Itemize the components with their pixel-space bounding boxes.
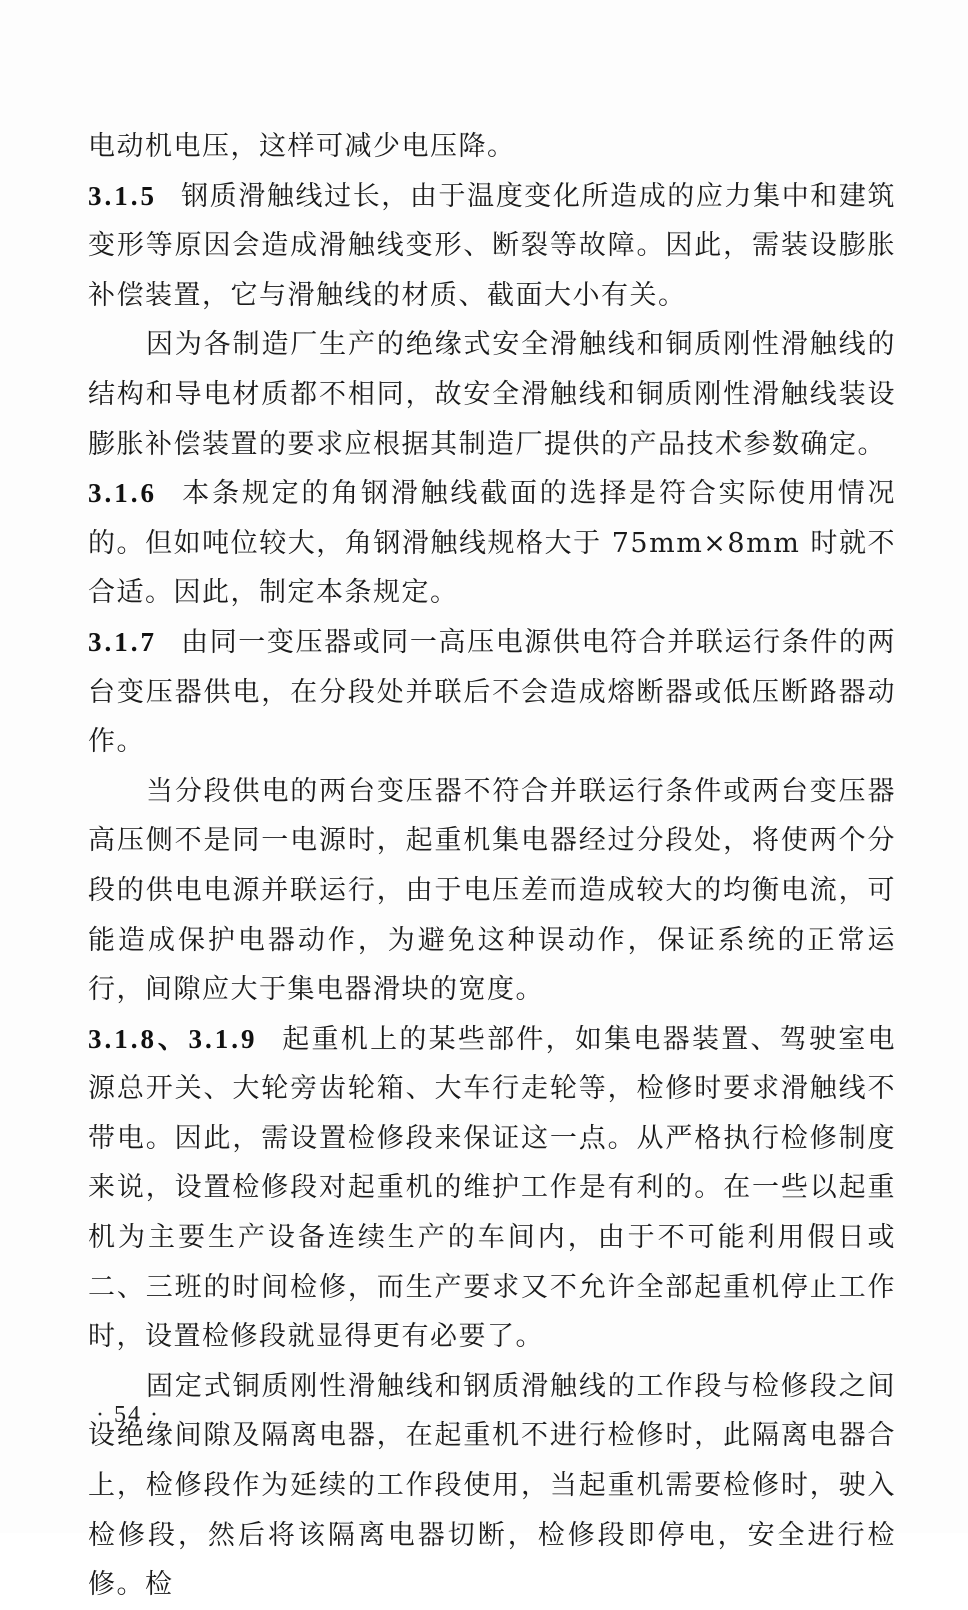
clause-number: 3.1.8、3.1.9 [88, 1023, 258, 1054]
paragraph-text: 由同一变压器或同一高压电源供电符合并联运行条件的两台变压器供电，在分段处并联后不会造成熔断器或低压断路器动作。 [88, 626, 896, 758]
paragraph-text: 当分段供电的两台变压器不符合并联运行条件或两台变压器高压侧不是同一电源时，起重机集电器经过分段处，将使两个分段的供电电源并联运行，由于电压差而造成较大的均衡电流，可能造成保护电器动作，为避免这种误动作，保证系统的正常运行，间隙应大于集电器滑块的宽度。 [88, 775, 896, 1006]
paragraph-3-1-9-note [88, 1362, 896, 1610]
paragraph-text: 本条规定的角钢滑触线截面的选择是符合实际使用情况的。但如吨位较大，角钢滑触线规格大于 75mm×8mm 时就不合适。因此，制定本条规定。 [88, 478, 896, 609]
clause-number: 3.1.7 [88, 626, 157, 657]
paragraph-continuation [88, 122, 896, 172]
clause-number: 3.1.6 [88, 478, 157, 509]
clause-number: 3.1.5 [88, 180, 157, 211]
paragraph-text: 钢质滑触线过长，由于温度变化所造成的应力集中和建筑变形等原因会造成滑触线变形、断裂等故障。因此，需装设膨胀补偿装置，它与滑触线的材质、截面大小有关。 [88, 180, 896, 311]
paragraph-text: 起重机上的某些部件，如集电器装置、驾驶室电源总开关、大轮旁齿轮箱、大车行走轮等，检修时要求滑触线不带电。因此，需设置检修段来保证这一点。从严格执行检修制度来说，设置检修段对起重机的维护工作是有利的。在一些以起重机为主要生产设备连续生产的车间内，由于不可能利用假日或二、三班的时间检修，而生产要求又不允许全部起重机停止工作时，设置检修段就显得更有必要了。 [88, 1023, 897, 1353]
clause-3-1-6 [88, 469, 896, 618]
paragraph-text: 电动机电压，这样可减少电压降。 [88, 131, 516, 162]
page-number: · 54 · [96, 1402, 160, 1428]
clause-3-1-8-3-1-9 [88, 1015, 896, 1362]
clause-3-1-5 [88, 172, 896, 321]
paragraph-text: 固定式铜质刚性滑触线和钢质滑触线的工作段与检修段之间设绝缘间隙及隔离电器，在起重机不进行检修时，此隔离电器合上，检修段作为延续的工作段使用，当起重机需要检修时，驶入检修段，然后将该隔离电器切断，检修段即停电，安全进行检修。检 [88, 1370, 896, 1601]
paragraph-3-1-7-note [88, 767, 896, 1015]
body-text [88, 122, 896, 1610]
clause-3-1-7 [88, 618, 896, 767]
paragraph-text: 因为各制造厂生产的绝缘式安全滑触线和铜质刚性滑触线的结构和导电材质都不相同，故安全滑触线和铜质刚性滑触线装设膨胀补偿装置的要求应根据其制造厂提供的产品技术参数确定。 [88, 329, 896, 460]
paragraph-3-1-5-note [88, 320, 896, 469]
